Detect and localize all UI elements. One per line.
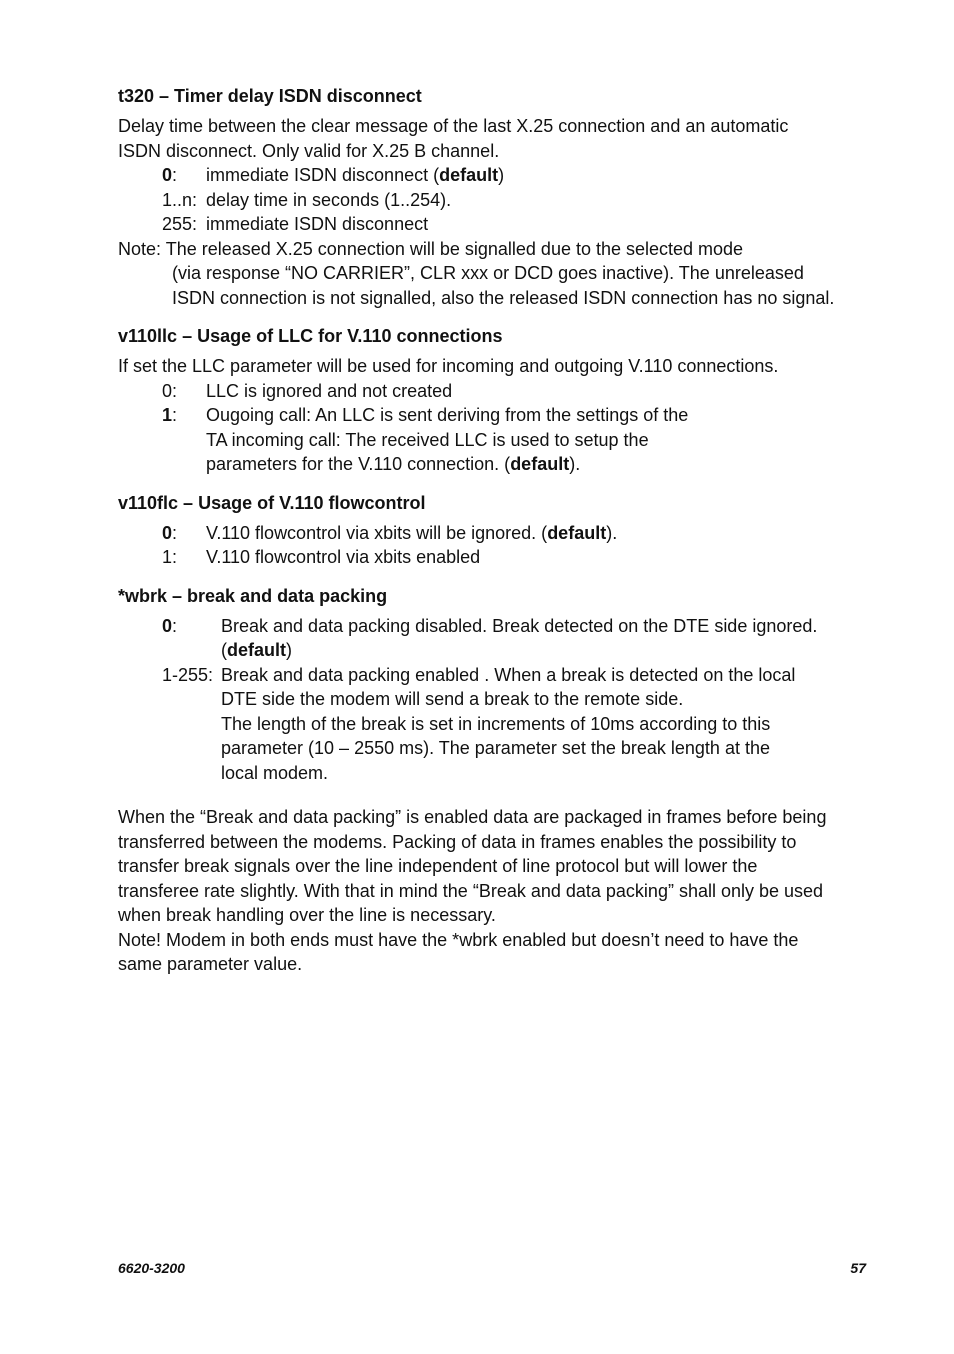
wbrk-option-0 — [118, 614, 866, 663]
paragraph-line: same parameter value. — [118, 954, 303, 974]
paragraph-line: when break handling over the line is necessary. — [118, 905, 496, 925]
option-key: 1..n: — [162, 189, 198, 210]
wbrk-option-1-255 — [118, 663, 866, 786]
option-text: Break and data packing disabled. Break detected on the DTE side ignored. (default) — [221, 615, 818, 660]
paragraph-line: transferee rate slightly. With that in mind the “Break and data packing” shall only be used — [118, 880, 824, 901]
note-line: (via response “NO CARRIER”, CLR xxx or DCD goes inactive). The unreleased — [172, 263, 804, 283]
section-v110llc — [118, 324, 866, 477]
section-wbrk — [118, 584, 866, 977]
option-text: Break and data packing enabled . When a break is detected on the local DTE side the modem will send a break to the remote side. The length of the break is set in increments of 10ms according to this parameter (10 – 2550 ms). The parameter set the break length at the local modem. — [221, 664, 796, 783]
option-text: V.110 flowcontrol via xbits will be ignored. (default). — [206, 522, 618, 543]
v110llc-option-0 — [118, 379, 866, 404]
t320-desc-line: ISDN disconnect. Only valid for X.25 B channel. — [118, 140, 500, 161]
v110flc-option-1 — [118, 545, 866, 570]
option-text: immediate ISDN disconnect — [206, 214, 429, 234]
paragraph-line: transferred between the modems. Packing of data in frames enables the possibility to — [118, 831, 797, 852]
section-v110flc — [118, 491, 866, 570]
option-key: 1: — [162, 405, 178, 425]
option-key: 0: — [162, 165, 178, 185]
t320-desc-line: Delay time between the clear message of the last X.25 connection and an automatic — [118, 116, 789, 136]
option-key: 1: — [162, 547, 178, 567]
option-text: Ougoing call: An LLC is sent deriving from the settings of the TA incoming call: The received LLC is used to setup the parameters for the V.110 connection. (default). — [206, 405, 689, 474]
paragraph-line: Note! Modem in both ends must have the *wbrk enabled but doesn’t need to have the — [118, 929, 799, 950]
v110llc-option-1 — [118, 403, 866, 477]
option-text: immediate ISDN disconnect (default) — [206, 165, 505, 185]
t320-note — [118, 237, 866, 311]
note-line: Note: The released X.25 connection will be signalled due to the selected mode — [118, 238, 744, 259]
option-key: 255: — [162, 214, 198, 234]
v110flc-option-0 — [118, 521, 866, 546]
option-key: 0: — [162, 615, 178, 636]
option-text: delay time in seconds (1..254). — [206, 189, 452, 210]
page-footer — [118, 1260, 866, 1276]
note-line: ISDN connection is not signalled, also the released ISDN connection has no signal. — [172, 287, 835, 308]
t320-option-0 — [118, 163, 866, 188]
paragraph-line: transfer break signals over the line independent of line protocol but will lower the — [118, 856, 758, 876]
option-key: 0: — [162, 522, 178, 543]
paragraph-line: When the “Break and data packing” is enabled data are packaged in frames before being — [118, 807, 827, 827]
option-text: V.110 flowcontrol via xbits enabled — [206, 547, 481, 567]
t320-option-1n — [118, 188, 866, 213]
option-text: LLC is ignored and not created — [206, 380, 453, 401]
section-t320 — [118, 84, 866, 310]
wbrk-description — [118, 805, 866, 977]
option-key: 0: — [162, 380, 178, 401]
document-body — [118, 84, 866, 991]
t320-heading: t320 – Timer delay ISDN disconnect — [118, 86, 422, 106]
doc-number: 6620-3200 — [118, 1260, 185, 1276]
wbrk-heading: *wbrk – break and data packing — [118, 585, 388, 606]
v110flc-heading: v110flc – Usage of V.110 flowcontrol — [118, 492, 426, 513]
v110llc-desc: If set the LLC parameter will be used for incoming and outgoing V.110 connections. — [118, 356, 779, 376]
v110llc-heading: v110llc – Usage of LLC for V.110 connections — [118, 326, 503, 346]
t320-option-255 — [118, 212, 866, 237]
option-key: 1-255: — [162, 664, 214, 685]
page-number: 57 — [850, 1260, 866, 1276]
